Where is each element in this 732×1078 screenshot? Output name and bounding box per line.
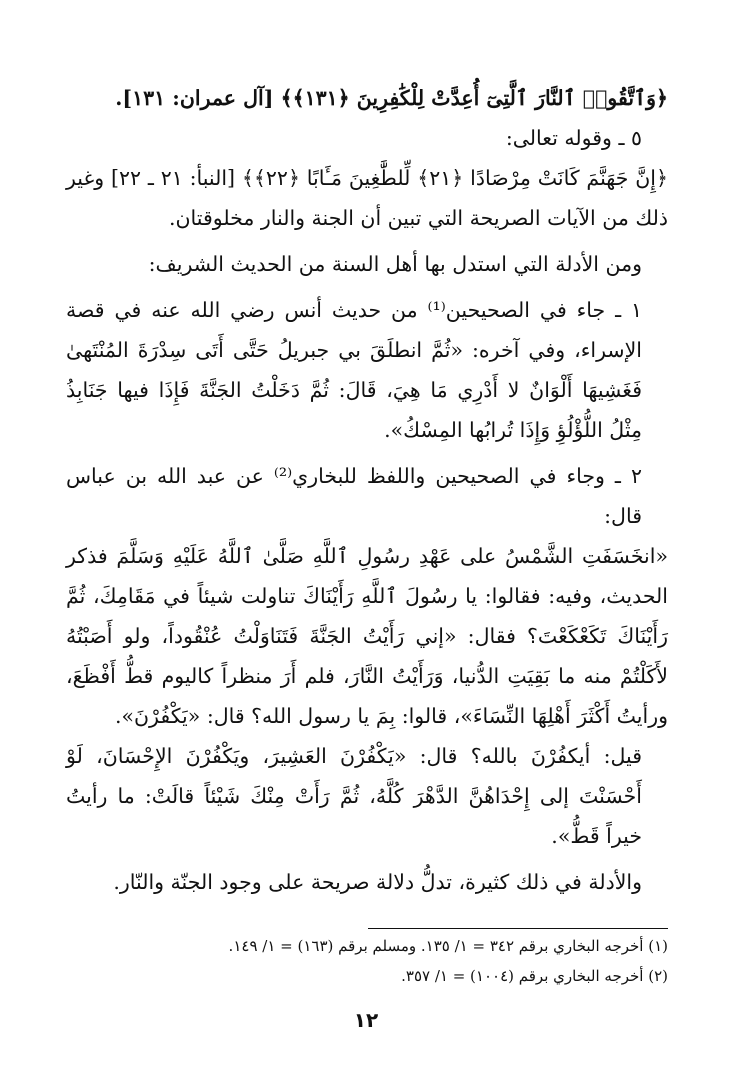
conclusion-paragraph: والأدلة في ذلك كثيرة، تدلُّ دلالة صريحة على وجود الجنّة والنّار. [113, 870, 642, 894]
page-number: ١٢ [353, 1008, 379, 1032]
footnote-2: (٢) أخرجه البخاري برقم (١٠٠٤) = ١/ ٣٥٧. [401, 967, 668, 985]
point-5-heading: ٥ ـ وقوله تعالى: [505, 126, 642, 150]
hadith-2-text: «انخَسَفَتِ الشَّمْسُ على عَهْدِ رسُولِ ٱللَّهِ صَلَّىٰ ٱللَّهُ عَلَيْهِ وَسَلَّمَ فذكر الحديث، وفيه: فقالوا: يا رسُولَ ٱللَّهِ رَأَيْنَاكَ تناولت شيئاً في مَقَامِكَ، ثُمَّ رَأَيْنَاكَ تَكَعْكَعْتَ؟ فقال: «إني رَأَيْتُ الجَنَّةَ فَتَنَاوَلْتُ عُنْقُوداً، ولو أَصَبْتُهُ لأَكَلْتُمْ منه ما بَقِيَتِ الدُّنيا، وَرَأَيْتُ النَّارَ، فلم أَرَ منظراً كاليوم قطُّ أَفْظَعَ، ورأيتُ أَكْثَرَ أَهْلِهَا النِّسَاءَ»، قالوا: بِمَ يا رسول الله؟ قال: «يَكْفُرْنَ». [66, 544, 668, 728]
quran-verse-al-imran: ﴿وَٱتَّقُوا۟ ٱلنَّارَ ٱلَّتِىٓ أُعِدَّتْ لِلْكَٰفِرِينَ ﴿١٣١﴾﴾ [آل عمران: ١٣١]. [115, 86, 668, 110]
hadith-2-intro: ٢ ـ وجاء في الصحيحين واللفظ للبخاري⁽²⁾ عن عبد الله بن عباس قال: [66, 464, 642, 528]
hadith-1-paragraph: ١ ـ جاء في الصحيحين⁽¹⁾ من حديث أنس رضي الله عنه في قصة الإسراء، وفي آخره: «ثُمَّ انطلَقَ بي جبريلُ حَتَّى أَتَى سِدْرَةَ المُنْتَهىٰ فَغَشِيهَا أَلْوَانٌ لا أَدْرِي مَا هِيَ، قَالَ: ثُمَّ دَخَلْتُ الجَنَّةَ فَإِذَا فيها جَنَابِذُ مِثْلُ اللُّؤْلُؤِ وَإِذَا تُرابُها المِسْكُ». [66, 298, 642, 442]
quran-verse-an-naba: ﴿إِنَّ جَهَنَّمَ كَانَتْ مِرْصَادًا ﴿٢١﴾ لِّلطَّٰغِينَ مَـَٔابًا ﴿٢٢﴾﴾ [النبأ: ٢١ ـ ٢٢] وغير ذلك من الآيات الصريحة التي تبين أن الجنة والنار مخلوقتان. [66, 166, 668, 230]
hadith-evidence-intro: ومن الأدلة التي استدل بها أهل السنة من الحديث الشريف: [148, 252, 642, 276]
footnote-divider [368, 928, 668, 929]
hadith-2-continuation: قيل: أيكفُرْنَ بالله؟ قال: «يَكْفُرْنَ العَشِيرَ، ويَكْفُرْنَ الإِحْسَانَ، لَوْ أَحْسَنْتَ إلى إِحْدَاهُنَّ الدَّهْرَ كُلَّهُ، ثُمَّ رَأَتْ مِنْكَ شَيْئاً قالَتْ: ما رأيتُ خيراً قَطُّ». [66, 744, 642, 848]
footnote-1: (١) أخرجه البخاري برقم ٣٤٢ = ١/ ١٣٥. ومسلم برقم (١٦٣) = ١/ ١٤٩. [228, 937, 668, 955]
